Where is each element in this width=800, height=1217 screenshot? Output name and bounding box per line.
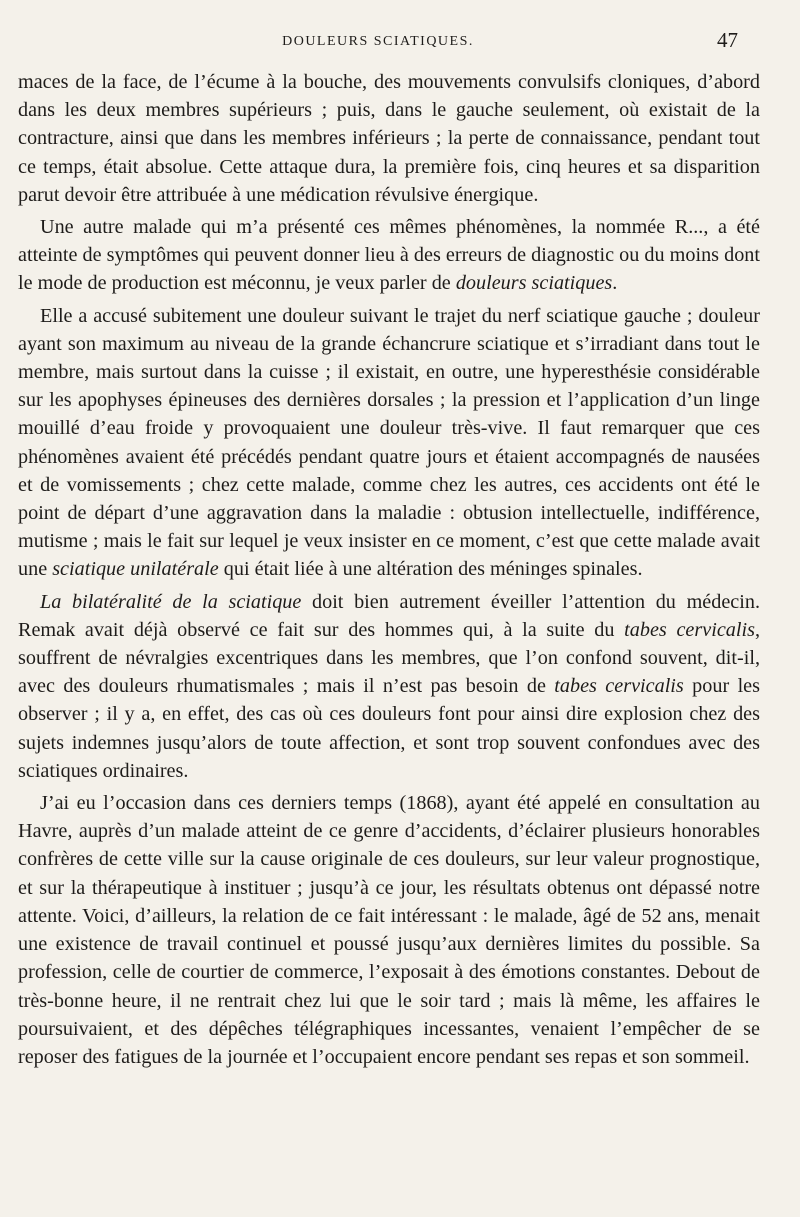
italic-phrase: tabes cervicalis: [624, 618, 755, 641]
running-title: DOULEURS SCIATIQUES.: [282, 34, 474, 49]
paragraph: [18, 68, 760, 209]
text-run: pour les observer ; il y a, en effet, des cas où ces douleurs font pour ainsi dire explosion chez des sujets indemnes jusqu’alors de toute affection, et sont trop souvent confondues avec des sciatiques ordinaires.: [18, 675, 760, 782]
italic-phrase: sciatique unilatérale: [52, 558, 219, 581]
paragraph: [18, 302, 760, 584]
text-run: .: [612, 272, 618, 295]
text-run: Elle a accusé subitement une douleur suivant le trajet du nerf sciatique gauche ; douleur ayant son maximum au niveau de la grande échancrure sciatique et s’irradiant dans tout le membre, mais surtout dans la cuisse ; il existait, en outre, une hyperesthésie considérable sur les apophyses épineuses des dernières dorsales ; la pression et l’application d’un linge mouillé d’eau froide y provoquaient une douleur très-vive. Il faut remarquer que ces phénomènes avaient été précédés pendant quatre jours et étaient accompagnés de nausées et de vomissements ; chez cette malade, comme chez les autres, ces accidents ont été le point de départ d’une aggravation dans la maladie : obtusion intellectuelle, indifférence, mutisme ; mais le fait sur lequel je veux insister en ce moment, c’est que cette malade avait une: [18, 304, 760, 581]
paragraph: [18, 213, 760, 298]
page-number: 47: [717, 28, 738, 52]
body-text: [18, 68, 760, 1071]
italic-phrase: tabes cervicalis: [554, 675, 684, 698]
paragraph: [18, 588, 760, 785]
text-run: maces de la face, de l’écume à la bouche, des mouvements convulsifs cloniques, d’abord dans les deux membres supérieurs ; puis, dans le gauche seulement, où existait de la contracture, ainsi que dans les membres inférieurs ; la perte de connaissance, pendant tout ce temps, était absolue. Cette attaque dura, la première fois, cinq heures et sa disparition parut devoir être attribuée à une médication révulsive énergique.: [18, 71, 760, 206]
text-run: doit bien autrement éveiller l’attention du médecin. Remak avait déjà observé ce fait sur des hommes qui, à la suite du: [18, 590, 760, 641]
paragraph: [18, 789, 760, 1071]
text-run: Une autre malade qui m’a présenté ces mêmes phénomènes, la nommée R..., a été atteinte de symptômes qui peuvent donner lieu à des erreurs de diagnostic ou du moins dont le mode de production est méconnu, je veux parler de: [18, 216, 760, 295]
italic-phrase: douleurs sciatiques: [455, 272, 613, 295]
italic-phrase: La bilatéralité de la sciatique: [40, 590, 302, 613]
text-run: J’ai eu l’occasion dans ces derniers temps (1868), ayant été appelé en consultation au Havre, auprès d’un malade atteint de ce genre d’accidents, d’éclairer plusieurs honorables confrères de cette ville sur la cause originale de ces douleurs, sur leur valeur prognostique, et sur la thérapeutique à instituer ; jusqu’à ce jour, les résultats obtenus ont dépassé notre attente. Voici, d’ailleurs, la relation de ce fait intéressant : le malade, âgé de 52 ans, menait une existence de travail continuel et poussé jusqu’aux dernières limites du possible. Sa profession, celle de courtier de commerce, l’exposait à des émotions constantes. Debout de très-bonne heure, il ne rentrait chez lui que le soir tard ; mais là même, les affaires le poursuivaient, et des dépêches télégraphiques incessantes, venaient l’empêcher de se reposer des fatigues de la journée et l’occupaient encore pendant ses repas et son sommeil.: [18, 792, 760, 1068]
text-run: , souffrent de névralgies excentriques dans les membres, que l’on confond souvent, dit-il, avec des douleurs rhumatismales ; mais il n’est pas besoin de: [18, 618, 760, 698]
text-run: qui était liée à une altération des méninges spinales.: [218, 558, 643, 581]
